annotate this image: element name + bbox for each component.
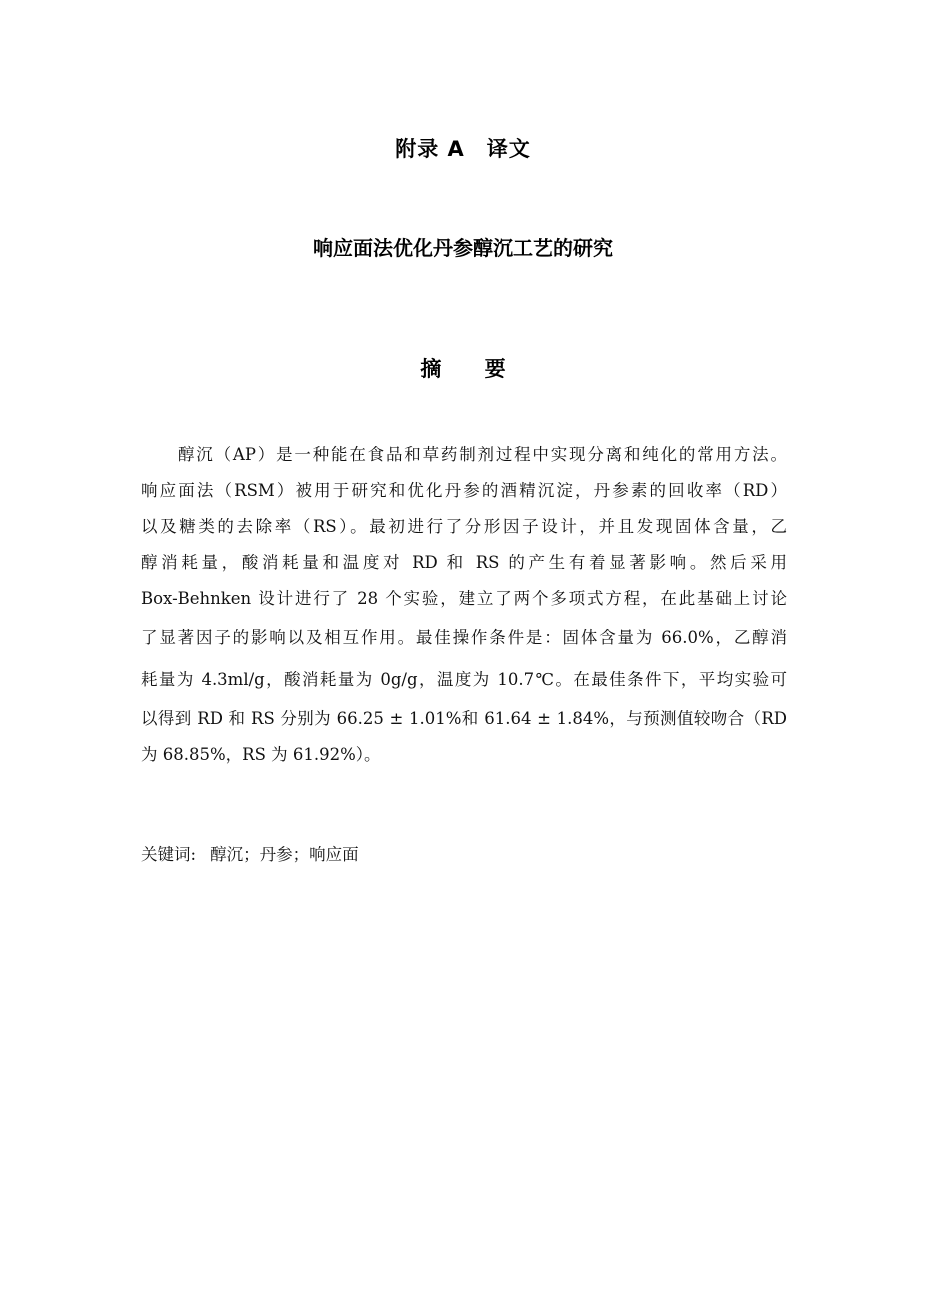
abstract-line-3: 以及糖类的去除率（RS）。最初进行了分形因子设计，并且发现固体含量，乙 xyxy=(141,517,787,536)
abstract-line-7: 耗量为 4.3ml/g，酸消耗量为 0g/g，温度为 10.7℃。在最佳条件下，平均实验可 xyxy=(141,670,787,689)
abstract-body xyxy=(141,437,787,773)
abstract-line-2: 响应面法（RSM）被用于研究和优化丹参的酒精沉淀，丹参素的回收率（RD） xyxy=(141,481,787,500)
abstract-line-8: 以得到 RD 和 RS 分别为 66.25 ± 1.01%和 61.64 ± 1.84%，与预测值较吻合（RD xyxy=(141,709,787,728)
appendix-title: 附录 A 译文 xyxy=(395,137,531,161)
paper-title: 响应面法优化丹参醇沉工艺的研究 xyxy=(313,236,613,260)
keywords-label: 关键词: xyxy=(141,845,197,864)
keywords-value: 醇沉；丹参；响应面 xyxy=(210,845,359,864)
abstract-heading: 摘 要 xyxy=(420,357,524,381)
keywords-line xyxy=(141,841,359,869)
abstract-line-4: 醇消耗量，酸消耗量和温度对 RD 和 RS 的产生有着显著影响。然后采用 xyxy=(141,553,787,572)
abstract-line-5: Box-Behnken 设计进行了 28 个实验，建立了两个多项式方程，在此基础上讨论 xyxy=(141,589,787,608)
abstract-line-6: 了显著因子的影响以及相互作用。最佳操作条件是：固体含量为 66.0%，乙醇消 xyxy=(141,628,787,647)
abstract-line-1: 醇沉（AP）是一种能在食品和草药制剂过程中实现分离和纯化的常用方法。 xyxy=(178,445,787,464)
abstract-line-9: 为 68.85%，RS 为 61.92%）。 xyxy=(141,745,381,764)
